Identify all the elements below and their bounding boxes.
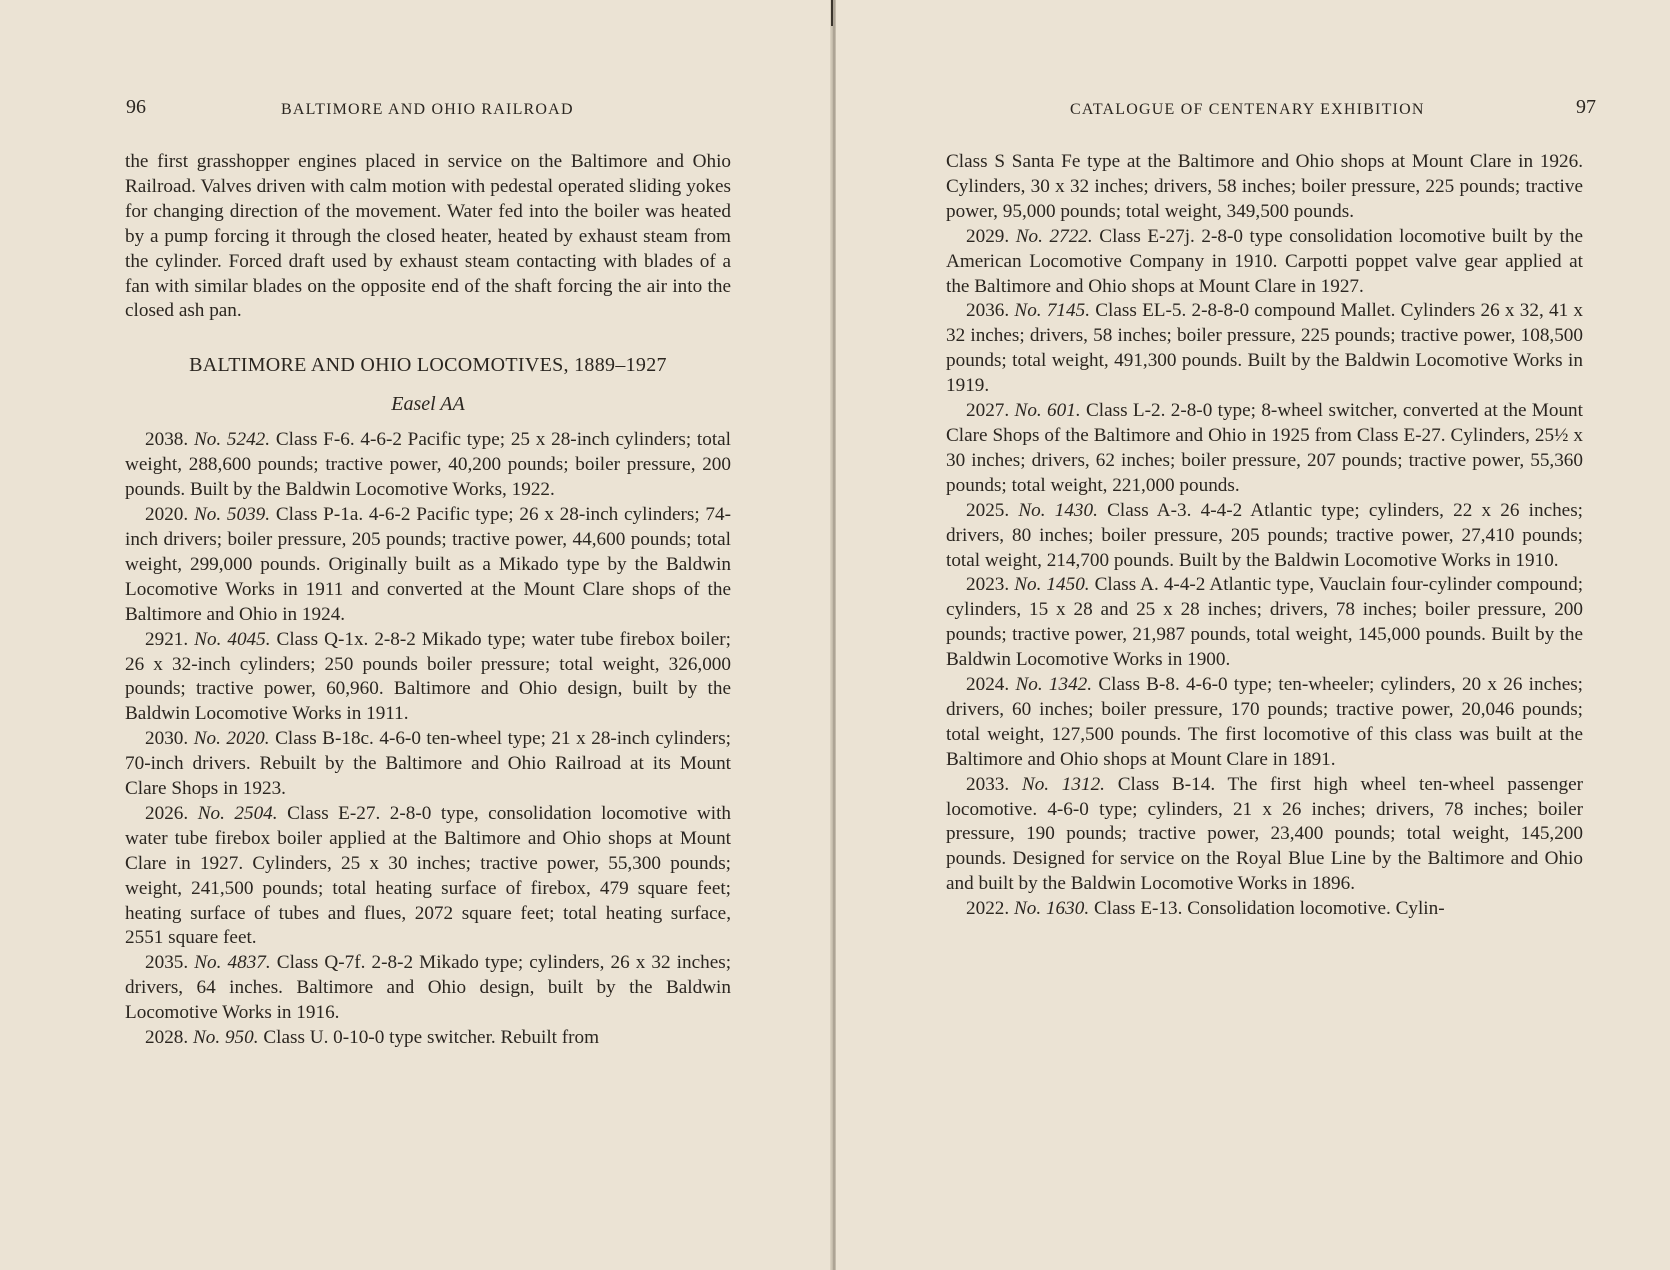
entry-text: Class E-27. 2-8-0 type, consolidation locomotive with water tube firebox boiler applied at the Baltimore and Ohio shops at Mount Clare in 1927. Cylinders, 25 x 30 inches; tractive power, 55,300 pounds; weight, 241,500 pounds; total heating surface of firebox, 479 square feet; heating surface of tubes and flues, 2072 square feet; total heating surface, 2551 square feet. — [125, 802, 732, 949]
catalog-entry — [946, 299, 1583, 399]
page-number: 97 — [1576, 96, 1596, 118]
catalog-number: 2023. — [966, 574, 1010, 596]
locomotive-number: No. 1312. — [1021, 773, 1105, 795]
section-title: BALTIMORE AND OHIO LOCOMOTIVES, 1889–1927 — [189, 354, 667, 377]
entry-text: Class E-13. Consolidation locomotive. Cylin- — [1093, 898, 1445, 920]
catalog-number: 2025. — [966, 499, 1010, 521]
catalog-number: 2036. — [966, 300, 1010, 322]
catalog-number: 2024. — [966, 674, 1010, 696]
subsection-title: Easel AA — [391, 393, 465, 416]
catalog-entry — [125, 727, 731, 802]
locomotive-number: No. 1630. — [1013, 898, 1090, 920]
locomotive-number: No. 7145. — [1014, 300, 1091, 322]
catalog-entry — [946, 499, 1583, 574]
locomotive-number: No. 601. — [1014, 400, 1081, 422]
running-head: CATALOGUE OF CENTENARY EXHIBITION — [1070, 101, 1425, 118]
locomotive-number: No. 5242. — [193, 429, 271, 451]
catalog-entry — [125, 503, 731, 628]
catalog-number: 2030. — [145, 728, 189, 750]
intro-paragraph: the first grasshopper engines placed in service on the Baltimore and Ohio Railroad. Valves driven with calm motion with pedestal operated sliding yokes for changing direction of the movement. Water fed into the boiler was heated by a pump forcing it through the closed heater, heated by exhaust steam from the cylinder. Forced draft used by exhaust steam contacting with blades of a fan with similar blades on the opposite end of the shaft forcing the air into the closed ash pan. — [125, 151, 731, 322]
catalog-entry — [946, 399, 1583, 499]
entry-text: Class Q-1x. 2-8-2 Mikado type; water tube firebox boiler; 26 x 32-inch cylinders; 250 pounds boiler pressure; total weight, 326,000 pounds; tractive power, 60,960. Baltimore and Ohio design, built by the Baldwin Locomotive Works in 1911. — [125, 628, 732, 725]
entry-text: Class B-8. 4-6-0 type; ten-wheeler; cylinders, 20 x 26 inches; drivers, 60 inches; boiler pressure, 170 pounds; tractive power, 20,046 pounds; total weight, 127,500 pounds. The first locomotive of this class was built at the Baltimore and Ohio shops at Mount Clare in 1891. — [946, 674, 1584, 770]
catalog-number: 2029. — [966, 225, 1010, 247]
catalog-number: 2035. — [145, 952, 189, 974]
catalog-number: 2022. — [966, 898, 1010, 920]
catalog-number: 2921. — [145, 628, 189, 650]
locomotive-number: No. 1450. — [1014, 574, 1090, 596]
locomotive-number: No. 1342. — [1015, 674, 1093, 696]
catalog-number: 2028. — [145, 1027, 189, 1049]
catalog-entry — [125, 1026, 731, 1051]
left-page-header — [126, 98, 731, 128]
locomotive-number: No. 2722. — [1015, 225, 1093, 247]
catalog-entry — [946, 225, 1583, 300]
entry-text: Class E-27j. 2-8-0 type consolidation locomotive built by the American Locomotive Company in 1910. Carpotti poppet valve gear applied at the Baltimore and Ohio shops at Mount Clare in 1927. — [946, 225, 1583, 297]
right-page-header — [1070, 98, 1596, 128]
running-head: BALTIMORE AND OHIO RAILROAD — [281, 101, 574, 118]
entry-text: Class Q-7f. 2-8-2 Mikado type; cylinders, 26 x 32 inches; drivers, 64 inches. Baltimore and Ohio design, built by the Baldwin Locomotive Works in 1916. — [125, 952, 732, 1024]
catalog-entry — [125, 802, 731, 951]
catalog-entry — [946, 573, 1583, 673]
entry-text: Class F-6. 4-6-2 Pacific type; 25 x 28-inch cylinders; total weight, 288,600 pounds; tractive power, 40,200 pounds; boiler pressure, 200 pounds. Built by the Baldwin Locomotive Works, 1922. — [125, 429, 732, 501]
binding-mark — [831, 0, 833, 26]
entry-text: Class A-3. 4-4-2 Atlantic type; cylinders, 22 x 26 inches; drivers, 80 inches; boiler pressure, 205 pounds; tractive power, 27,410 pounds; total weight, 214,700 pounds. Built by the Baldwin Locomotive Works in 1910. — [946, 499, 1583, 571]
left-page-body — [125, 150, 731, 1051]
catalog-number: 2027. — [966, 400, 1010, 422]
catalog-entry — [946, 773, 1583, 898]
catalog-entry — [946, 673, 1583, 773]
catalog-entry — [125, 628, 731, 728]
catalog-entry — [125, 428, 731, 503]
catalog-number: 2033. — [966, 773, 1010, 795]
page-number: 96 — [126, 96, 146, 118]
catalog-number: 2020. — [145, 504, 189, 526]
locomotive-number: No. 4837. — [194, 952, 271, 974]
entry-text: Class U. 0-10-0 type switcher. Rebuilt from — [263, 1027, 600, 1049]
catalog-number: 2026. — [145, 802, 189, 824]
locomotive-number: No. 2504. — [197, 802, 278, 824]
locomotive-number: No. 1430. — [1018, 499, 1098, 521]
locomotive-number: No. 4045. — [194, 628, 271, 650]
locomotive-number: No. 5039. — [193, 504, 271, 526]
entry-text: Class A. 4-4-2 Atlantic type, Vauclain four-cylinder compound; cylinders, 15 x 28 and 25 x 28 inches; drivers, 78 inches; boiler pressure, 200 pounds; tractive power, 21,987 pounds, total weight, 145,000 pounds. Built by the Baldwin Locomotive Works in 1900. — [946, 574, 1584, 671]
locomotive-number: No. 2020. — [193, 728, 270, 750]
entry-text: Class L-2. 2-8-0 type; 8-wheel switcher, converted at the Mount Clare Shops of the Baltimore and Ohio in 1925 from Class E-27. Cylinders, 25½ x 30 inches; drivers, 62 inches; boiler pressure, 207 pounds; tractive power, 55,360 pounds; total weight, 221,000 pounds. — [946, 400, 1583, 496]
catalog-number: 2038. — [145, 429, 189, 451]
entry-text: Class B-18c. 4-6-0 ten-wheel type; 21 x 28-inch cylinders; 70-inch drivers. Rebuilt by the Baltimore and Ohio Railroad at its Mount Clare Shops in 1923. — [125, 728, 732, 800]
right-page — [836, 0, 1670, 1270]
locomotive-number: No. 950. — [192, 1027, 259, 1049]
catalog-entry — [125, 951, 731, 1026]
catalog-entry — [946, 897, 1583, 922]
entry-text: Class EL-5. 2-8-8-0 compound Mallet. Cylinders 26 x 32, 41 x 32 inches; drivers, 58 inches; boiler pressure, 225 pounds; tractive power, 108,500 pounds; total weight, 491,300 pounds. Built by the Baldwin Locomotive Works in 1919. — [946, 300, 1583, 397]
intro-paragraph: Class S Santa Fe type at the Baltimore and Ohio shops at Mount Clare in 1926. Cylinders, 30 x 32 inches; drivers, 58 inches; boiler pressure, 225 pounds; tractive power, 95,000 pounds; total weight, 349,500 pounds. — [946, 151, 1583, 222]
entry-text: Class B-14. The first high wheel ten-wheel passenger locomotive. 4-6-0 type; cylinders, 21 x 26 inches; drivers, 78 inches; boiler pressure, 190 pounds; tractive power, 23,400 pounds; total weight, 145,200 pounds. Designed for service on the Royal Blue Line by the Baltimore and Ohio and built by the Baldwin Locomotive Works in 1896. — [946, 773, 1584, 895]
right-page-body — [946, 150, 1583, 922]
left-page — [0, 0, 832, 1270]
entry-text: Class P-1a. 4-6-2 Pacific type; 26 x 28-inch cylinders; 74-inch drivers; boiler pressure, 205 pounds; tractive power, 44,600 pounds; total weight, 299,000 pounds. Originally built as a Mikado type by the Baldwin Locomotive Works in 1911 and converted at the Mount Clare shops of the Baltimore and Ohio in 1924. — [125, 504, 732, 625]
